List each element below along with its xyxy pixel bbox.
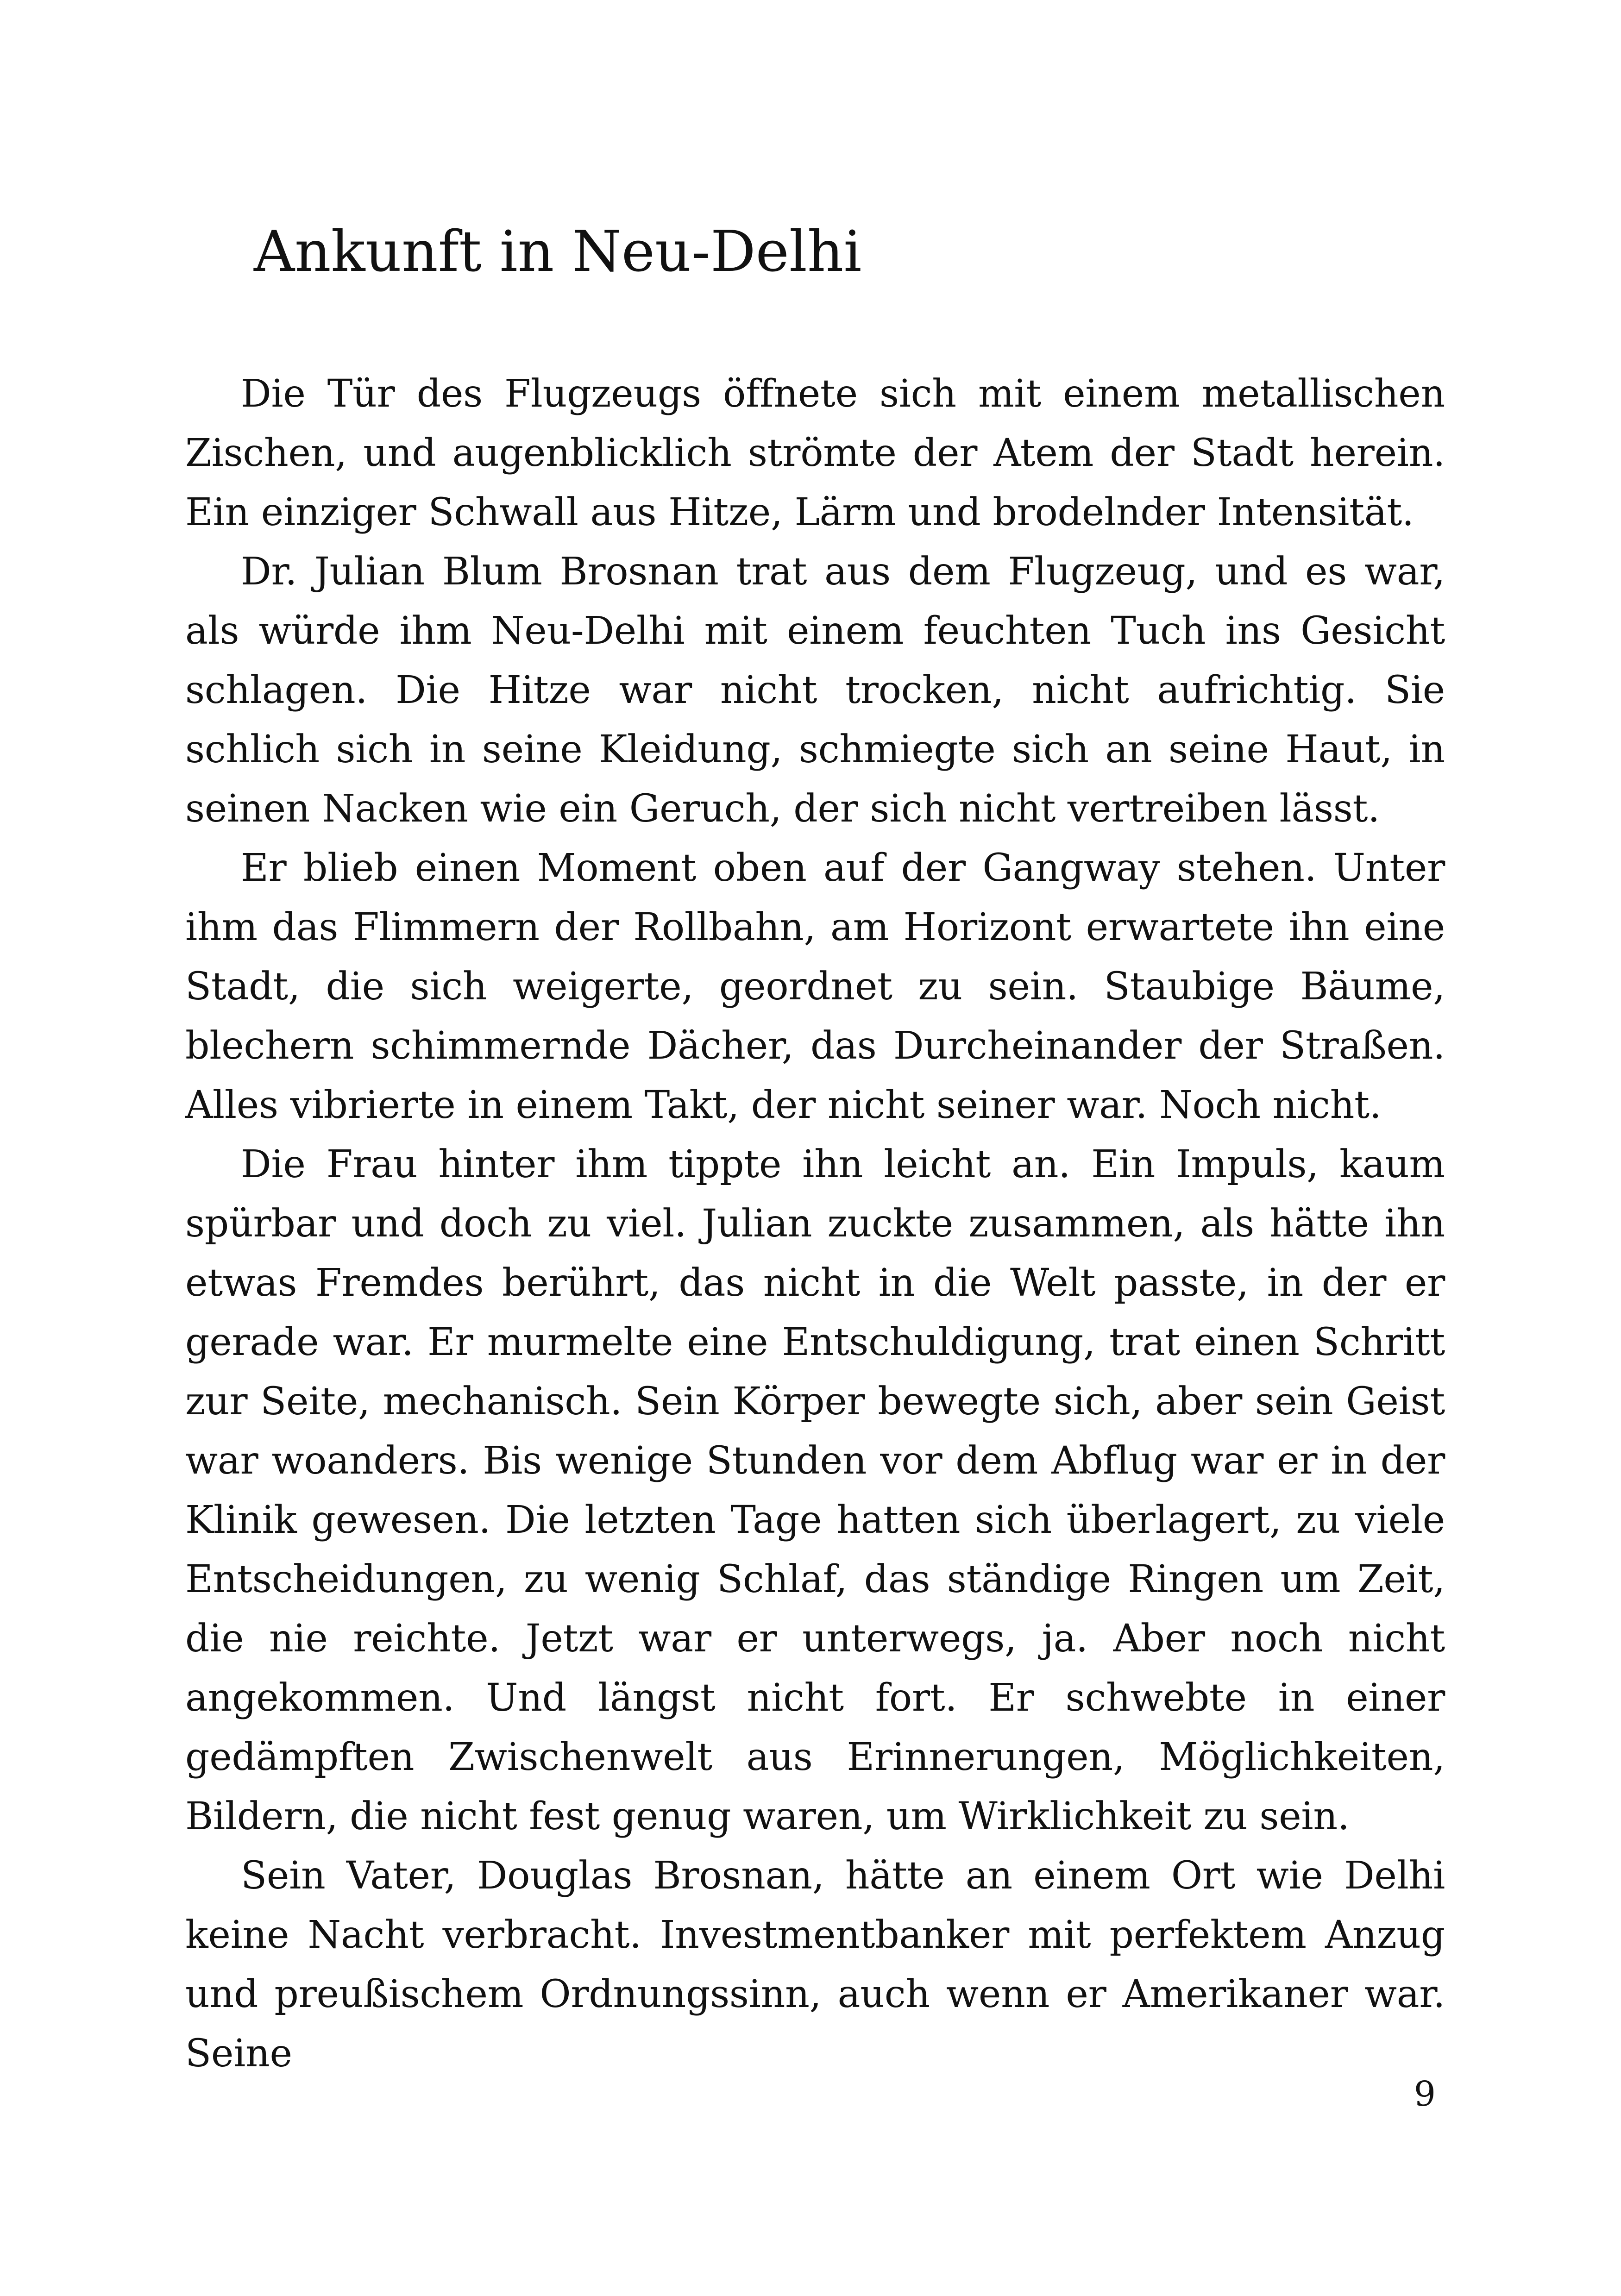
body-text bbox=[185, 364, 1445, 2083]
paragraph: Die Frau hinter ihm tippte ihn leicht an. Ein Impuls, kaum spürbar und doch zu viel. Julian zuckte zusammen, als hätte ihn etwas Fremdes berührt, das nicht in die Welt passte, in der er gerade war. Er murmelte eine Entschuldigung, trat einen Schritt zur Seite, mechanisch. Sein Körper bewegte sich, aber sein Geist war woanders. Bis wenige Stunden vor dem Abflug war er in der Klinik gewesen. Die letzten Tage hatten sich überlagert, zu viele Entscheidungen, zu wenig Schlaf, das ständige Ringen um Zeit, die nie reichte. Jetzt war er unterwegs, ja. Aber noch nicht angekommen. Und längst nicht fort. Er schwebte in einer gedämpften Zwischenwelt aus Erinnerungen, Möglichkeiten, Bildern, die nicht fest genug waren, um Wirklichkeit zu sein. bbox=[185, 1142, 1445, 1838]
paragraph: Er blieb einen Moment oben auf der Gangway stehen. Unter ihm das Flimmern der Rollbahn, am Horizont erwartete ihn eine Stadt, die sich weigerte, geordnet zu sein. Staubige Bäume, blechern schimmernde Dächer, das Durcheinander der Straßen. Alles vibrierte in einem Takt, der nicht seiner war. Noch nicht. bbox=[185, 846, 1445, 1127]
page-number: 9 bbox=[1414, 2074, 1436, 2114]
chapter-title: Ankunft in Neu-Delhi bbox=[254, 219, 862, 284]
paragraph: Sein Vater, Douglas Brosnan, hätte an einem Ort wie Delhi keine Nacht verbracht. Investmentbanker mit perfektem Anzug und preußischem Ordnungssinn, auch wenn er Amerikaner war. Seine bbox=[185, 1854, 1445, 2076]
paragraph: Dr. Julian Blum Brosnan trat aus dem Flugzeug, und es war, als würde ihm Neu-Delhi mit einem feuchten Tuch ins Gesicht schlagen. Die Hitze war nicht trocken, nicht aufrichtig. Sie schlich sich in seine Kleidung, schmiegte sich an seine Haut, in seinen Nacken wie ein Geruch, der sich nicht vertreiben lässt. bbox=[185, 550, 1445, 831]
paragraph: Die Tür des Flugzeugs öffnete sich mit einem metallischen Zischen, und augenblicklich strömte der Atem der Stadt herein. Ein einziger Schwall aus Hitze, Lärm und brodelnder Intensität. bbox=[185, 372, 1445, 534]
